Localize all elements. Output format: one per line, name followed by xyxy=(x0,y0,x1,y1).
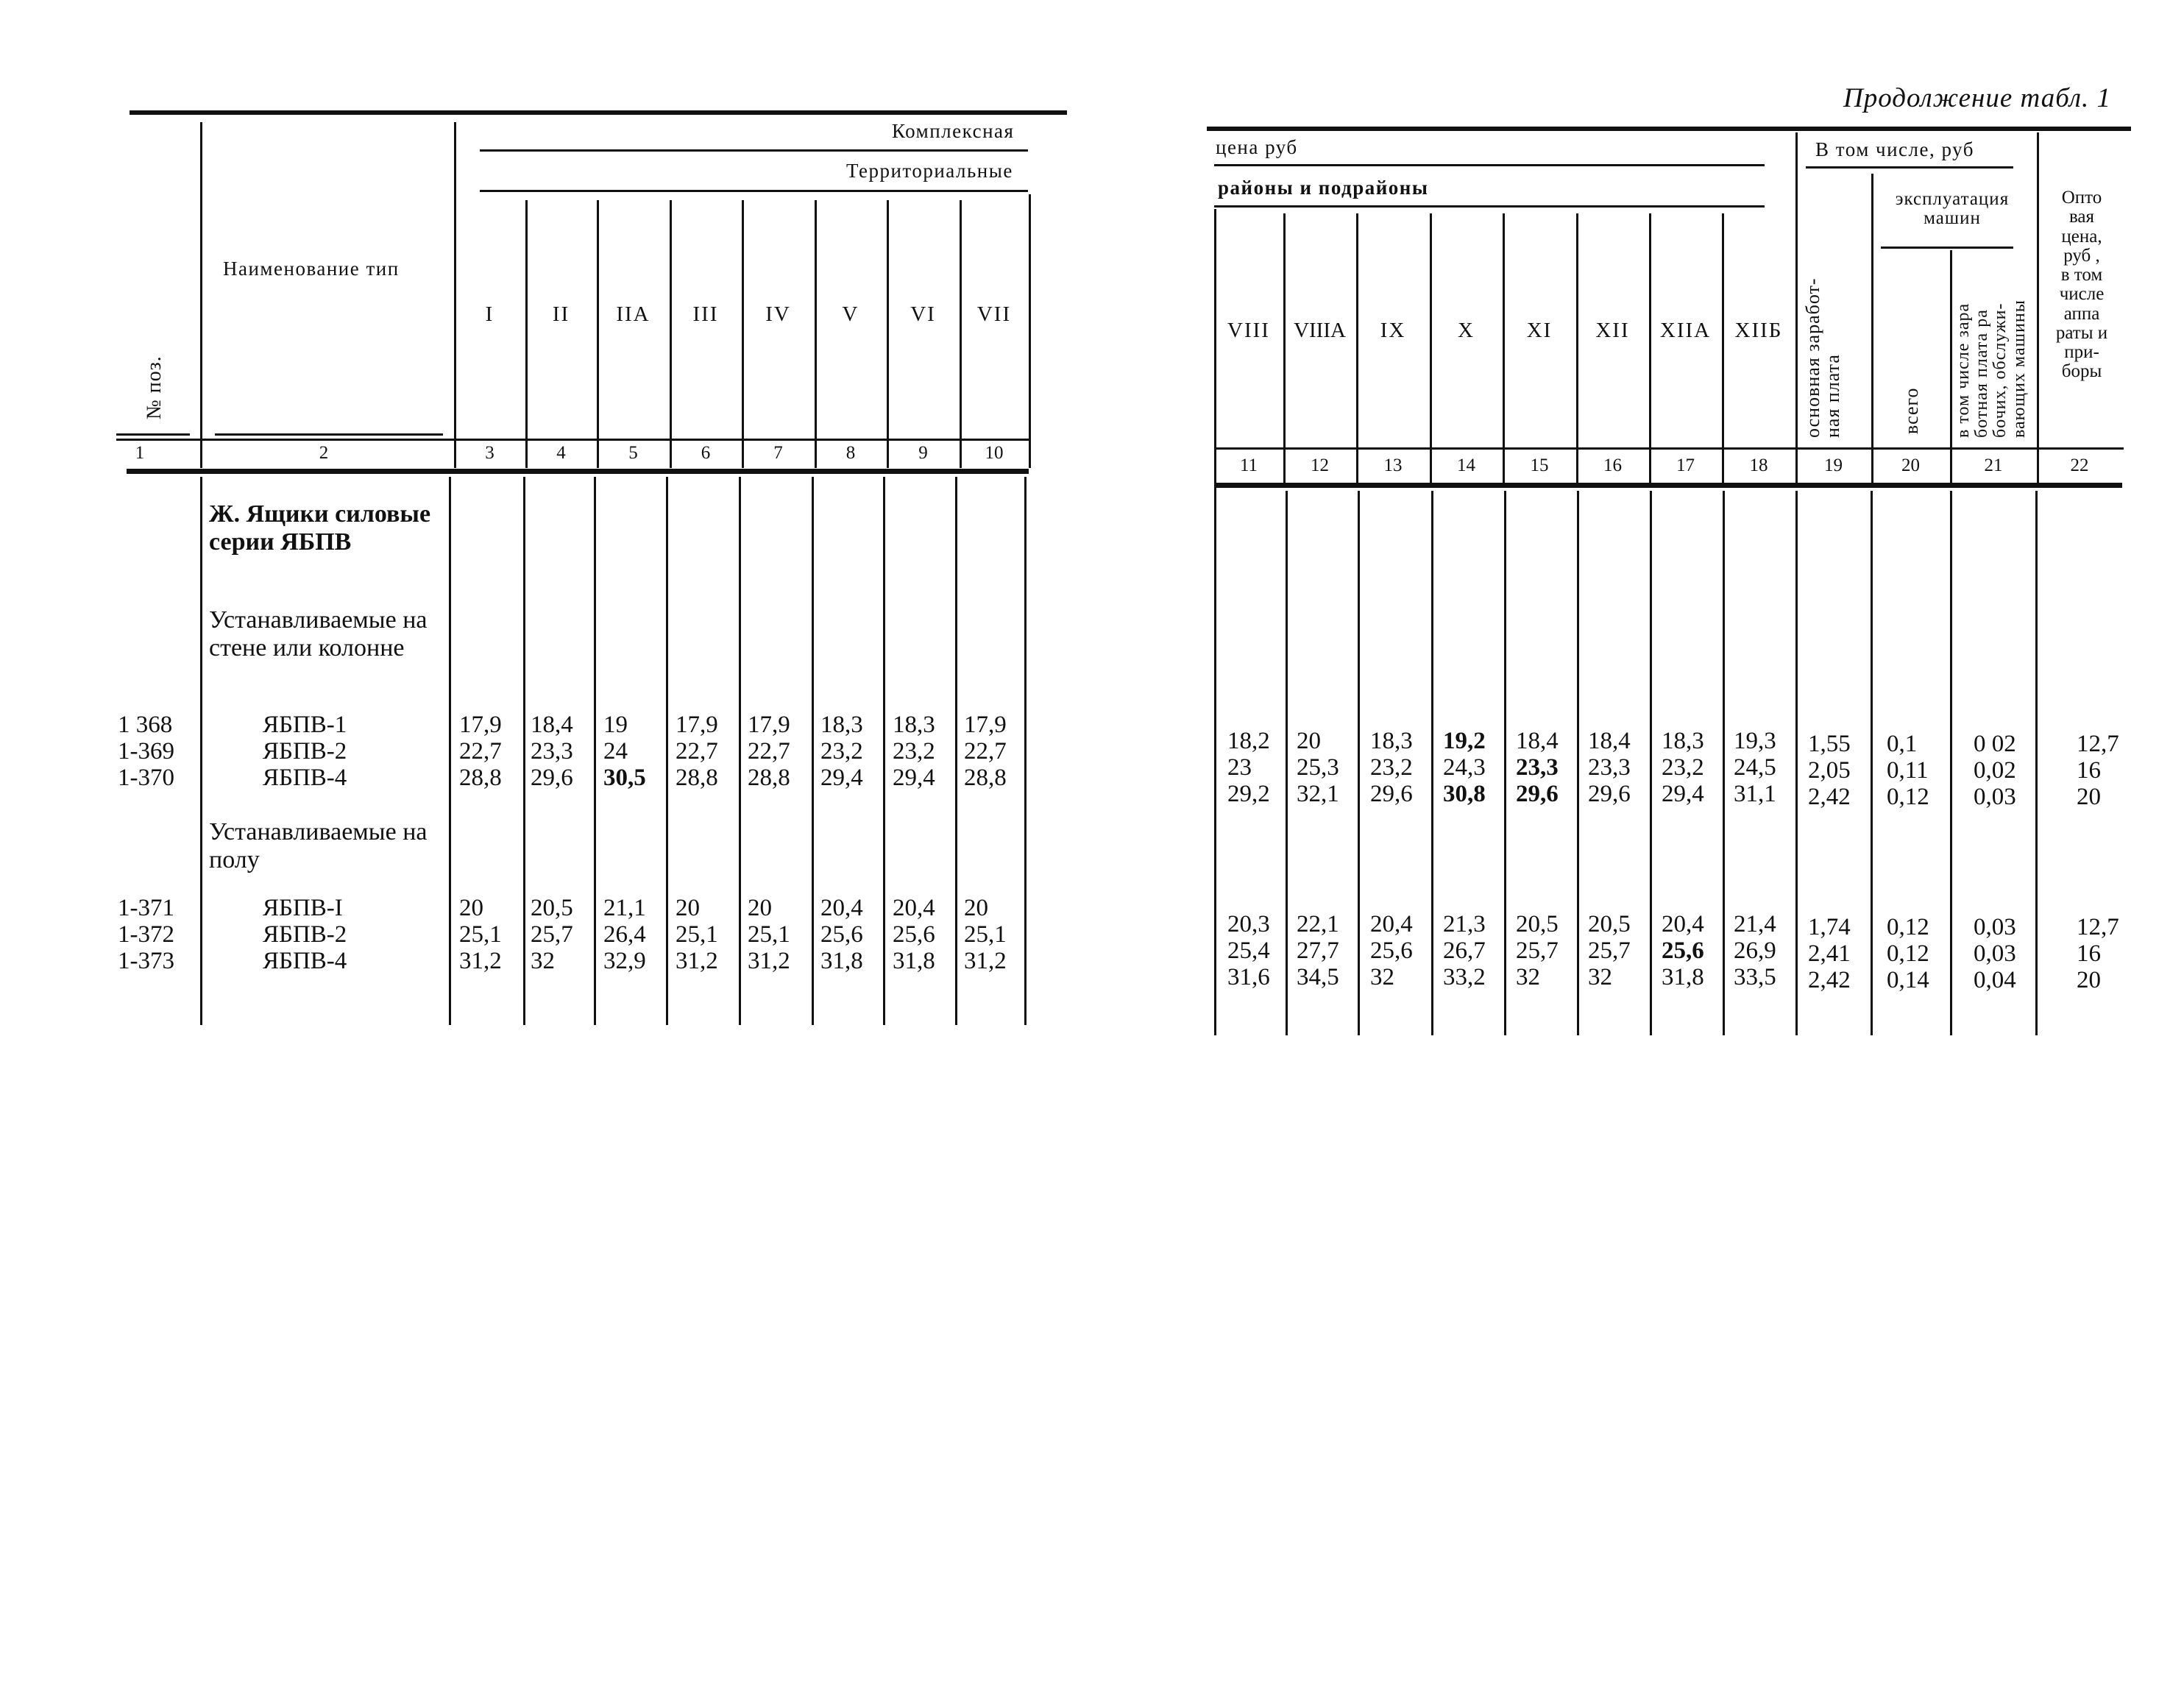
value-cell: 12,7 xyxy=(2077,731,2119,757)
region-IV: IV xyxy=(765,302,791,326)
header-wholesale-price: Опто вая цена, руб , в том числе аппа раты и при- боры xyxy=(2055,188,2108,382)
value-cell: 18,3 xyxy=(1370,728,1413,754)
value-cell: 30,8 xyxy=(1443,781,1486,807)
value-cell: 23,2 xyxy=(893,738,935,765)
value-cell: 20,5 xyxy=(1516,911,1559,937)
value-cell: 31,1 xyxy=(1734,781,1776,807)
value-cell: 25,1 xyxy=(459,921,502,948)
value-cell: 24 xyxy=(603,738,628,765)
value-cell: 20 xyxy=(2077,967,2101,993)
value-cell: 0,03 xyxy=(1974,940,2016,967)
header-operator-salary: в том числе зара ботная плата ра бочих, обслужи-вающих машины xyxy=(1954,299,2029,438)
header-total: всего xyxy=(1901,387,1922,434)
value-cell: 32 xyxy=(1516,964,1540,990)
header-base-salary: основная заработ-ная плата xyxy=(1802,277,1844,438)
value-cell: 25,7 xyxy=(1588,937,1631,964)
value-cell: 0,12 xyxy=(1887,940,1929,967)
col-number: 16 xyxy=(1603,455,1622,475)
region-IIA: IIA xyxy=(616,302,650,326)
value-cell: 20 xyxy=(1297,728,1321,754)
value-cell: 0,12 xyxy=(1887,784,1929,810)
value-cell: 23,2 xyxy=(1662,754,1704,781)
position-cell: 1-371 xyxy=(118,895,174,921)
value-cell: 31,2 xyxy=(459,948,502,974)
value-cell: 29,6 xyxy=(1588,781,1631,807)
col-number: 14 xyxy=(1457,455,1475,475)
header-including: В том числе, руб xyxy=(1815,138,1975,160)
type-name-cell: ЯБПВ-2 xyxy=(263,921,347,948)
header-name-type: Наименование тип xyxy=(223,258,400,280)
value-cell: 31,8 xyxy=(820,948,863,974)
type-name-cell: ЯБПВ-1 xyxy=(263,712,347,738)
value-cell: 25,1 xyxy=(748,921,790,948)
value-cell: 34,5 xyxy=(1297,964,1339,990)
value-cell: 29,6 xyxy=(1370,781,1413,807)
value-cell: 20,4 xyxy=(1662,911,1704,937)
region-XI: XI xyxy=(1526,319,1553,342)
region-XIIA: XIIA xyxy=(1659,319,1712,342)
value-cell: 2,42 xyxy=(1808,967,1851,993)
col-number: 18 xyxy=(1749,455,1768,475)
value-cell: 20 xyxy=(964,895,988,921)
value-cell: 25,7 xyxy=(531,921,573,948)
col-number: 22 xyxy=(2070,455,2089,475)
value-cell: 20,4 xyxy=(820,895,863,921)
value-cell: 17,9 xyxy=(459,712,502,738)
value-cell: 25,1 xyxy=(676,921,718,948)
value-cell: 22,7 xyxy=(964,738,1007,765)
value-cell: 20,5 xyxy=(1588,911,1631,937)
value-cell: 18,4 xyxy=(1588,728,1631,754)
value-cell: 22,7 xyxy=(748,738,790,765)
value-cell: 31,2 xyxy=(748,948,790,974)
value-cell: 20,4 xyxy=(1370,911,1413,937)
value-cell: 23,2 xyxy=(820,738,863,765)
value-cell: 0,03 xyxy=(1974,914,2016,940)
value-cell: 22,7 xyxy=(459,738,502,765)
value-cell: 20,5 xyxy=(531,895,573,921)
region-V: V xyxy=(842,302,859,326)
col-number: 4 xyxy=(556,443,566,463)
value-cell: 2,05 xyxy=(1808,757,1851,784)
value-cell: 18,2 xyxy=(1227,728,1270,754)
col-number: 21 xyxy=(1984,455,2003,475)
value-cell: 20,4 xyxy=(893,895,935,921)
type-name-cell: ЯБПВ-4 xyxy=(263,948,347,974)
value-cell: 31,8 xyxy=(1662,964,1704,990)
value-cell: 18,3 xyxy=(1662,728,1704,754)
value-cell: 22,1 xyxy=(1297,911,1339,937)
value-cell: 32 xyxy=(1370,964,1394,990)
value-cell: 26,7 xyxy=(1443,937,1486,964)
position-cell: 1-369 xyxy=(118,738,174,765)
value-cell: 0,14 xyxy=(1887,967,1929,993)
value-cell: 21,1 xyxy=(603,895,646,921)
value-cell: 24,5 xyxy=(1734,754,1776,781)
type-name-cell: ЯБПВ-4 xyxy=(263,765,347,791)
header-exploitation: эксплуатация машин xyxy=(1895,189,2010,229)
value-cell: 27,7 xyxy=(1297,937,1339,964)
value-cell: 26,4 xyxy=(603,921,646,948)
value-cell: 23,3 xyxy=(531,738,573,765)
value-cell: 31,2 xyxy=(964,948,1007,974)
value-cell: 20 xyxy=(676,895,700,921)
col-number: 12 xyxy=(1311,455,1329,475)
value-cell: 0,11 xyxy=(1887,757,1929,784)
value-cell: 28,8 xyxy=(676,765,718,791)
value-cell: 17,9 xyxy=(748,712,790,738)
value-cell: 25,7 xyxy=(1516,937,1559,964)
value-cell: 0,03 xyxy=(1974,784,2016,810)
value-cell: 21,3 xyxy=(1443,911,1486,937)
value-cell: 32 xyxy=(531,948,555,974)
value-cell: 18,3 xyxy=(820,712,863,738)
value-cell: 32,9 xyxy=(603,948,646,974)
value-cell: 25,3 xyxy=(1297,754,1339,781)
col-number: 13 xyxy=(1383,455,1403,475)
header-position-number: № поз. xyxy=(143,355,166,419)
value-cell: 32 xyxy=(1588,964,1612,990)
value-cell: 23,3 xyxy=(1516,754,1559,781)
value-cell: 19,3 xyxy=(1734,728,1776,754)
type-name-cell: ЯБПВ-I xyxy=(263,895,343,921)
header-price: цена руб xyxy=(1216,136,1298,158)
value-cell: 1,74 xyxy=(1808,914,1851,940)
value-cell: 23,3 xyxy=(1588,754,1631,781)
value-cell: 21,4 xyxy=(1734,911,1776,937)
value-cell: 25,4 xyxy=(1227,937,1270,964)
region-VI: VI xyxy=(910,302,936,326)
value-cell: 25,6 xyxy=(1662,937,1704,964)
value-cell: 25,6 xyxy=(1370,937,1413,964)
col-number: 17 xyxy=(1676,455,1695,475)
value-cell: 23,2 xyxy=(1370,754,1413,781)
col-number: 3 xyxy=(485,443,494,463)
value-cell: 24,3 xyxy=(1443,754,1486,781)
region-XII: XII xyxy=(1595,319,1630,342)
value-cell: 17,9 xyxy=(676,712,718,738)
subgroup-floor: Устанавливаемые на полу xyxy=(209,818,428,873)
subgroup-wall: Устанавливаемые на стене или колонне xyxy=(209,606,428,662)
value-cell: 1,55 xyxy=(1808,731,1851,757)
col-number: 2 xyxy=(319,443,329,463)
type-name-cell: ЯБПВ-2 xyxy=(263,738,347,765)
region-III: III xyxy=(692,302,719,326)
value-cell: 29,4 xyxy=(1662,781,1704,807)
value-cell: 0,02 xyxy=(1974,757,2016,784)
value-cell: 32,1 xyxy=(1297,781,1339,807)
value-cell: 0,04 xyxy=(1974,967,2016,993)
region-VII: VII xyxy=(976,302,1012,326)
region-X: X xyxy=(1458,319,1475,342)
col-number: 8 xyxy=(845,443,856,463)
value-cell: 18,3 xyxy=(893,712,935,738)
col-number: 1 xyxy=(135,443,145,463)
position-cell: 1 368 xyxy=(118,712,173,738)
value-cell: 18,4 xyxy=(1516,728,1559,754)
header-complex: Комплексная xyxy=(892,120,1015,142)
value-cell: 26,9 xyxy=(1734,937,1776,964)
position-cell: 1-372 xyxy=(118,921,174,948)
value-cell: 31,6 xyxy=(1227,964,1270,990)
value-cell: 18,4 xyxy=(531,712,573,738)
col-number: 7 xyxy=(773,443,783,463)
value-cell: 31,2 xyxy=(676,948,718,974)
header-territorial: Территориальные xyxy=(846,160,1013,182)
section-title: Ж. Ящики силовые серии ЯБПВ xyxy=(209,500,431,556)
region-IX: IX xyxy=(1380,319,1406,342)
region-VIII: VIII xyxy=(1227,319,1270,342)
region-XIIB: XIIБ xyxy=(1734,319,1783,342)
value-cell: 12,7 xyxy=(2077,914,2119,940)
col-number: 10 xyxy=(985,443,1004,463)
col-number: 20 xyxy=(1901,455,1920,475)
value-cell: 2,41 xyxy=(1808,940,1851,967)
value-cell: 28,8 xyxy=(964,765,1007,791)
col-number: 15 xyxy=(1530,455,1549,475)
col-number: 11 xyxy=(1239,455,1258,475)
col-number: 5 xyxy=(628,443,638,463)
value-cell: 25,6 xyxy=(820,921,863,948)
value-cell: 25,6 xyxy=(893,921,935,948)
value-cell: 29,2 xyxy=(1227,781,1270,807)
value-cell: 17,9 xyxy=(964,712,1007,738)
header-regions: районы и подрайоны xyxy=(1218,177,1429,199)
position-cell: 1-373 xyxy=(118,948,174,974)
value-cell: 0,1 xyxy=(1887,731,1918,757)
value-cell: 31,8 xyxy=(893,948,935,974)
value-cell: 19 xyxy=(603,712,628,738)
value-cell: 0,12 xyxy=(1887,914,1929,940)
value-cell: 0 02 xyxy=(1974,731,2016,757)
value-cell: 28,8 xyxy=(459,765,502,791)
value-cell: 33,5 xyxy=(1734,964,1776,990)
value-cell: 16 xyxy=(2077,757,2101,784)
value-cell: 19,2 xyxy=(1443,728,1486,754)
value-cell: 29,6 xyxy=(1516,781,1559,807)
region-II: II xyxy=(552,302,570,326)
value-cell: 25,1 xyxy=(964,921,1007,948)
value-cell: 29,4 xyxy=(820,765,863,791)
col-number: 9 xyxy=(918,443,928,463)
col-number: 6 xyxy=(701,443,711,463)
value-cell: 20 xyxy=(2077,784,2101,810)
value-cell: 30,5 xyxy=(603,765,646,791)
value-cell: 29,4 xyxy=(893,765,935,791)
value-cell: 20 xyxy=(748,895,772,921)
region-VIIIA: VIIIA xyxy=(1294,319,1346,342)
region-I: I xyxy=(485,302,494,326)
position-cell: 1-370 xyxy=(118,765,174,791)
value-cell: 28,8 xyxy=(748,765,790,791)
value-cell: 22,7 xyxy=(676,738,718,765)
value-cell: 16 xyxy=(2077,940,2101,967)
col-number: 19 xyxy=(1824,455,1843,475)
value-cell: 20,3 xyxy=(1227,911,1270,937)
value-cell: 29,6 xyxy=(531,765,573,791)
value-cell: 20 xyxy=(459,895,483,921)
value-cell: 33,2 xyxy=(1443,964,1486,990)
value-cell: 23 xyxy=(1227,754,1252,781)
value-cell: 2,42 xyxy=(1808,784,1851,810)
continuation-title: Продолжение табл. 1 xyxy=(1843,83,2112,113)
